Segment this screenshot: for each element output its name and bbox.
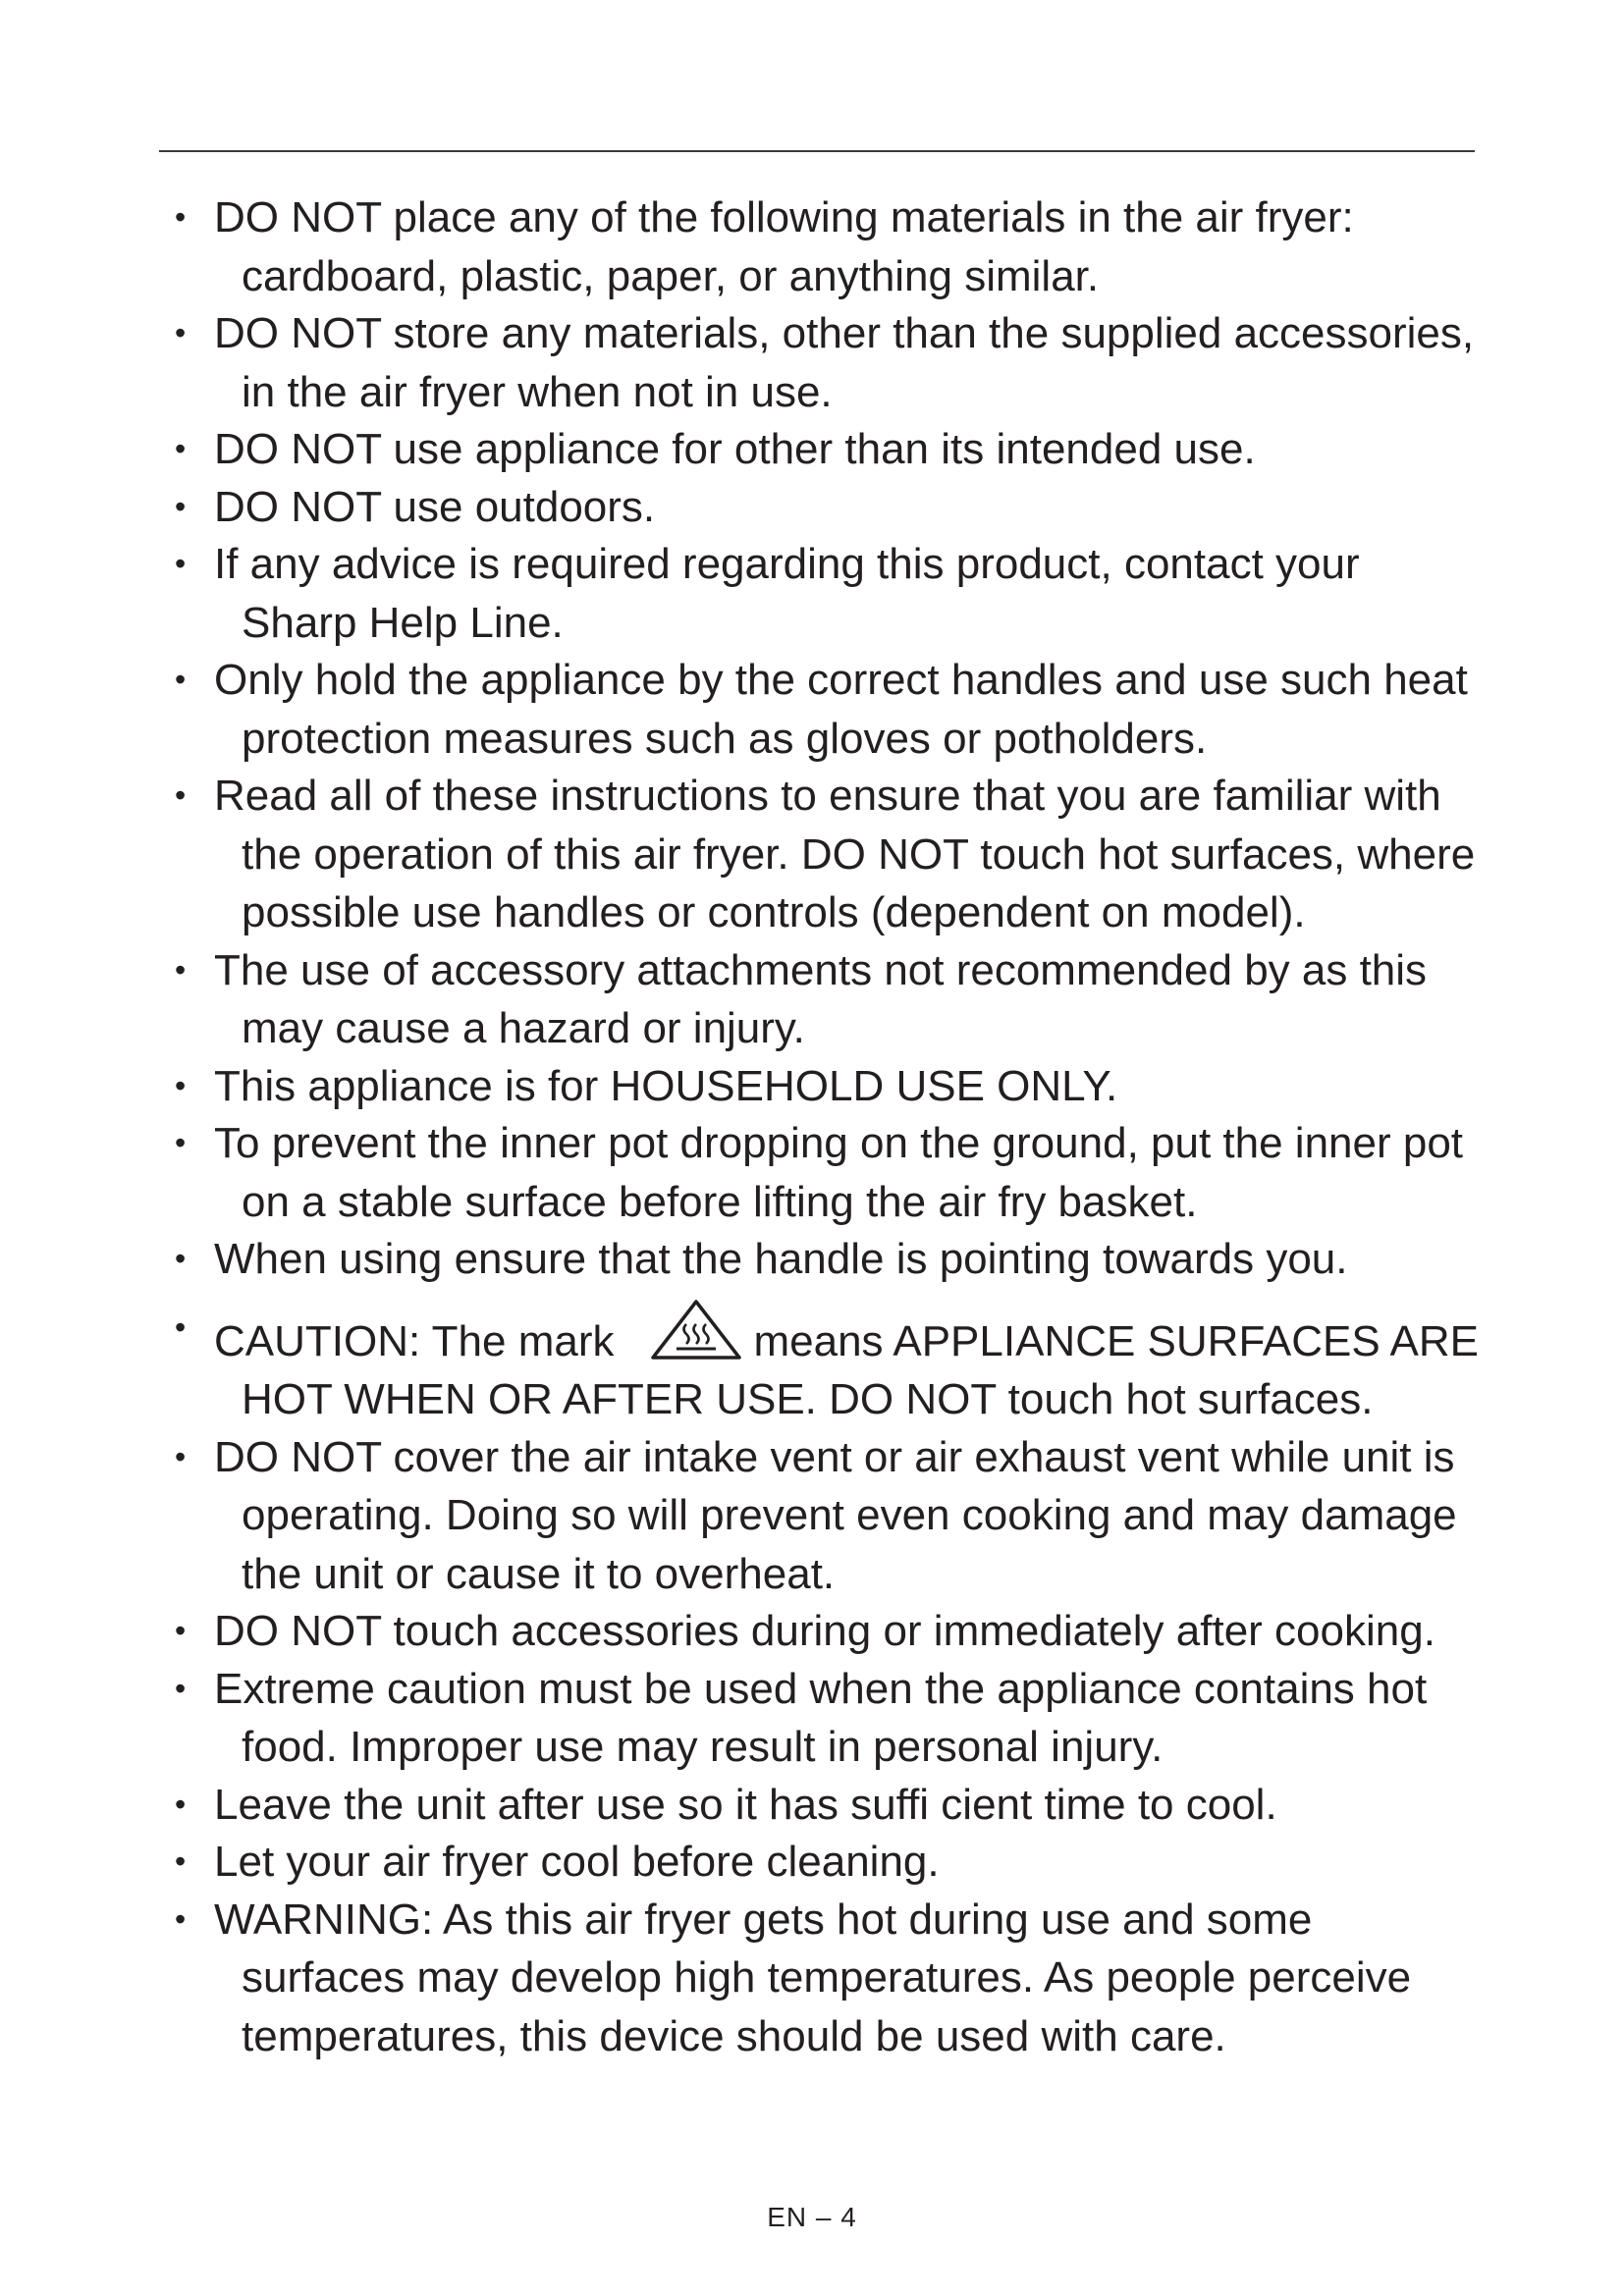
bullet: • bbox=[175, 431, 187, 466]
list-item-text: DO NOT touch accessories during or immediately after cooking. bbox=[214, 1607, 1435, 1655]
bullet: • bbox=[175, 1786, 187, 1822]
list-item-text: DO NOT store any materials, other than the supplied accessories, in the air fryer when not in use. bbox=[214, 309, 1475, 416]
list-item bbox=[175, 1114, 1481, 1231]
bullet: • bbox=[175, 1438, 187, 1474]
list-item bbox=[175, 478, 1481, 537]
list-item bbox=[175, 651, 1481, 768]
list-item bbox=[175, 1428, 1481, 1604]
caution-description: means APPLIANCE SURFACES ARE HOT WHEN OR AFTER USE. DO NOT touch hot surfaces. bbox=[242, 1316, 1479, 1423]
bullet: • bbox=[175, 662, 187, 697]
list-item bbox=[175, 1776, 1481, 1835]
bullet: • bbox=[175, 488, 187, 524]
bullet: • bbox=[175, 777, 187, 813]
bullet: • bbox=[175, 315, 187, 350]
list-item bbox=[175, 1660, 1481, 1777]
bullet: • bbox=[175, 1613, 187, 1648]
list-item bbox=[175, 941, 1481, 1058]
list-item bbox=[175, 1833, 1481, 1892]
list-item bbox=[175, 188, 1481, 305]
list-item-text: Read all of these instructions to ensure that you are familiar with the operation of this air fryer. DO NOT touch hot surfaces, where possible use handles or controls (dependent on model). bbox=[214, 772, 1476, 936]
bullet: • bbox=[175, 546, 187, 581]
list-item-text: DO NOT place any of the following materials in the air fryer: cardboard, plastic, paper, or anything similar. bbox=[214, 193, 1354, 300]
list-item bbox=[175, 1602, 1481, 1661]
bullet: • bbox=[175, 1241, 187, 1276]
list-item-text: To prevent the inner pot dropping on the ground, put the inner pot on a stable surface before lifting the air fry basket. bbox=[214, 1119, 1464, 1226]
list-item-text: Only hold the appliance by the correct handles and use such heat protection measures such as gloves or potholders. bbox=[214, 656, 1468, 763]
bullet: • bbox=[175, 1067, 187, 1103]
list-item-text: This appliance is for HOUSEHOLD USE ONLY. bbox=[214, 1061, 1118, 1110]
list-item-text: DO NOT use outdoors. bbox=[214, 482, 656, 531]
bullet: • bbox=[175, 199, 187, 235]
bullet: • bbox=[175, 1900, 187, 1937]
caution-label: CAUTION: The mark bbox=[214, 1316, 615, 1365]
list-item-text: If any advice is required regarding this product, contact your Sharp Help Line. bbox=[214, 540, 1360, 647]
list-item bbox=[175, 1057, 1481, 1116]
list-item bbox=[175, 535, 1481, 652]
safety-instructions-list bbox=[175, 188, 1481, 2065]
caution-item bbox=[175, 1299, 1481, 1429]
list-item-text: WARNING: As this air fryer gets hot during use and some surfaces may develop high temperatures. As people perceive temperatures, this device should be used with care. bbox=[214, 1895, 1412, 2060]
bullet: • bbox=[175, 951, 187, 988]
bullet: • bbox=[175, 1125, 187, 1160]
list-item bbox=[175, 304, 1481, 421]
list-item-text: DO NOT cover the air intake vent or air exhaust vent while unit is operating. Doing so will prevent even cooking and may damage the unit or cause it to overheat. bbox=[214, 1432, 1457, 1598]
list-item-text: Extreme caution must be used when the appliance contains hot food. Improper use may result in personal injury. bbox=[214, 1664, 1428, 1771]
list-item-text: Let your air fryer cool before cleaning. bbox=[214, 1838, 940, 1886]
hot-surface-warning-icon bbox=[649, 1299, 743, 1362]
caution-text bbox=[214, 1299, 1481, 1429]
list-item bbox=[175, 1230, 1481, 1289]
bullet: • bbox=[175, 1308, 187, 1345]
bullet: • bbox=[175, 1843, 187, 1879]
list-item-text: DO NOT use appliance for other than its intended use. bbox=[214, 425, 1256, 473]
list-item-text: When using ensure that the handle is pointing towards you. bbox=[214, 1235, 1348, 1283]
list-item bbox=[175, 767, 1481, 942]
list-item-text: Leave the unit after use so it has suffi cient time to cool. bbox=[214, 1780, 1277, 1829]
list-item bbox=[175, 1891, 1481, 2066]
page-number: EN – 4 bbox=[767, 2202, 857, 2232]
bullet: • bbox=[175, 1670, 187, 1706]
list-item-text: The use of accessory attachments not recommended by as this may cause a hazard or injury. bbox=[214, 945, 1428, 1052]
list-item bbox=[175, 420, 1481, 479]
header-rule bbox=[159, 150, 1475, 152]
